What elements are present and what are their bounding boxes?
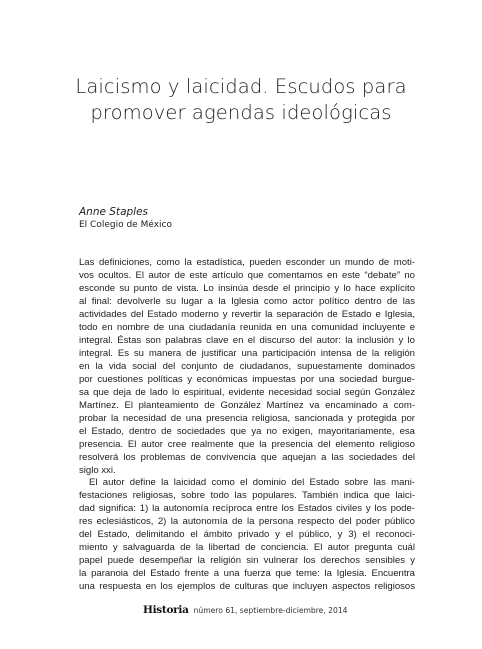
body-line: el Estado, dentro de sociedades que ya no exigen, mayoritariamente, esa (79, 425, 415, 437)
author-affiliation: El Colegio de México (79, 220, 172, 230)
paragraph-1 (79, 257, 415, 477)
body-line: del Estado, delimitando el ámbito privado y el público, y 3) el reconoci- (79, 529, 415, 541)
body-line: dad significa: 1) la autonomía recíproca entre los Estados civiles y los pode- (79, 503, 415, 515)
body-line: por cuestiones políticas y económicas impuestas por una sociedad burgue- (79, 373, 415, 385)
body-line: esconde su punto de vista. Lo insinúa desde el principio y lo hace explícito (79, 282, 415, 294)
body-line: Martínez. El planteamiento de González Martínez va encaminado a com- (79, 399, 415, 411)
body-line: al final: devolverle su lugar a la Iglesia como actor político dentro de las (79, 295, 415, 307)
body-line: Las definiciones, como la estadística, pueden esconder un mundo de moti- (79, 257, 415, 268)
article-title-line-1: Laicismo y laicidad. Escudos para (75, 75, 407, 98)
body-line: festaciones religiosas, sobre todo las populares. También indica que laici- (79, 490, 415, 502)
body-line: resolverá los problemas de convivencia que aquejan a las sociedades del (79, 451, 415, 463)
article-body (79, 257, 415, 594)
body-line: integral. Es su manera de justificar una participación intensa de la religión (79, 347, 415, 359)
body-line: integral. Éstas son palabras clave en el discurso del autor: la inclusión y lo (79, 334, 415, 346)
body-line: probar la necesidad de una presencia religiosa, sancionada y protegida por (79, 412, 415, 424)
body-line: la paranoia del Estado frente a una fuerza que teme: la Iglesia. Encuentra (79, 568, 415, 580)
body-line: miento y salvaguarda de la libertad de conciencia. El autor pregunta cuál (79, 542, 415, 554)
paragraph-2 (79, 477, 415, 594)
issue-info: número 61, septiembre-diciembre, 2014 (193, 605, 348, 615)
body-line: presencia. El autor cree realmente que la presencia del elemento religioso (79, 438, 415, 450)
article-title (40, 74, 442, 126)
body-line: sa que deja de lado lo espiritual, evidente necesidad social según González (79, 386, 415, 398)
body-line: todo en nombre de una ciudadanía reunida en una comunidad incluyente e (79, 321, 415, 333)
body-line: siglo xxi. (79, 464, 116, 476)
body-line: El autor define la laicidad como el dominio del Estado sobre las mani- (89, 477, 415, 489)
body-line: en la vida social del conjunto de ciudadanos, supuestamente dominados (79, 360, 415, 372)
body-line: actividades del Estado moderno y revertir la separación de Estado e Iglesia, (79, 308, 415, 320)
body-line: una respuesta en los ejemplos de culturas que incluyen aspectos religiosos (79, 581, 415, 593)
article-title-line-2: promover agendas ideológicas (90, 101, 392, 124)
journal-logo: Historia (143, 604, 189, 616)
body-line: vos ocultos. El autor de este artículo que comentamos en este “debate” no (79, 269, 415, 281)
author-name: Anne Staples (79, 206, 149, 218)
body-line: papel puede desempeñar la religión sin vulnerar los derechos sensibles y (79, 555, 415, 567)
page-footer (143, 603, 373, 617)
body-line: res eclesiásticos, 2) la autonomía de la persona respecto del poder público (79, 516, 415, 528)
